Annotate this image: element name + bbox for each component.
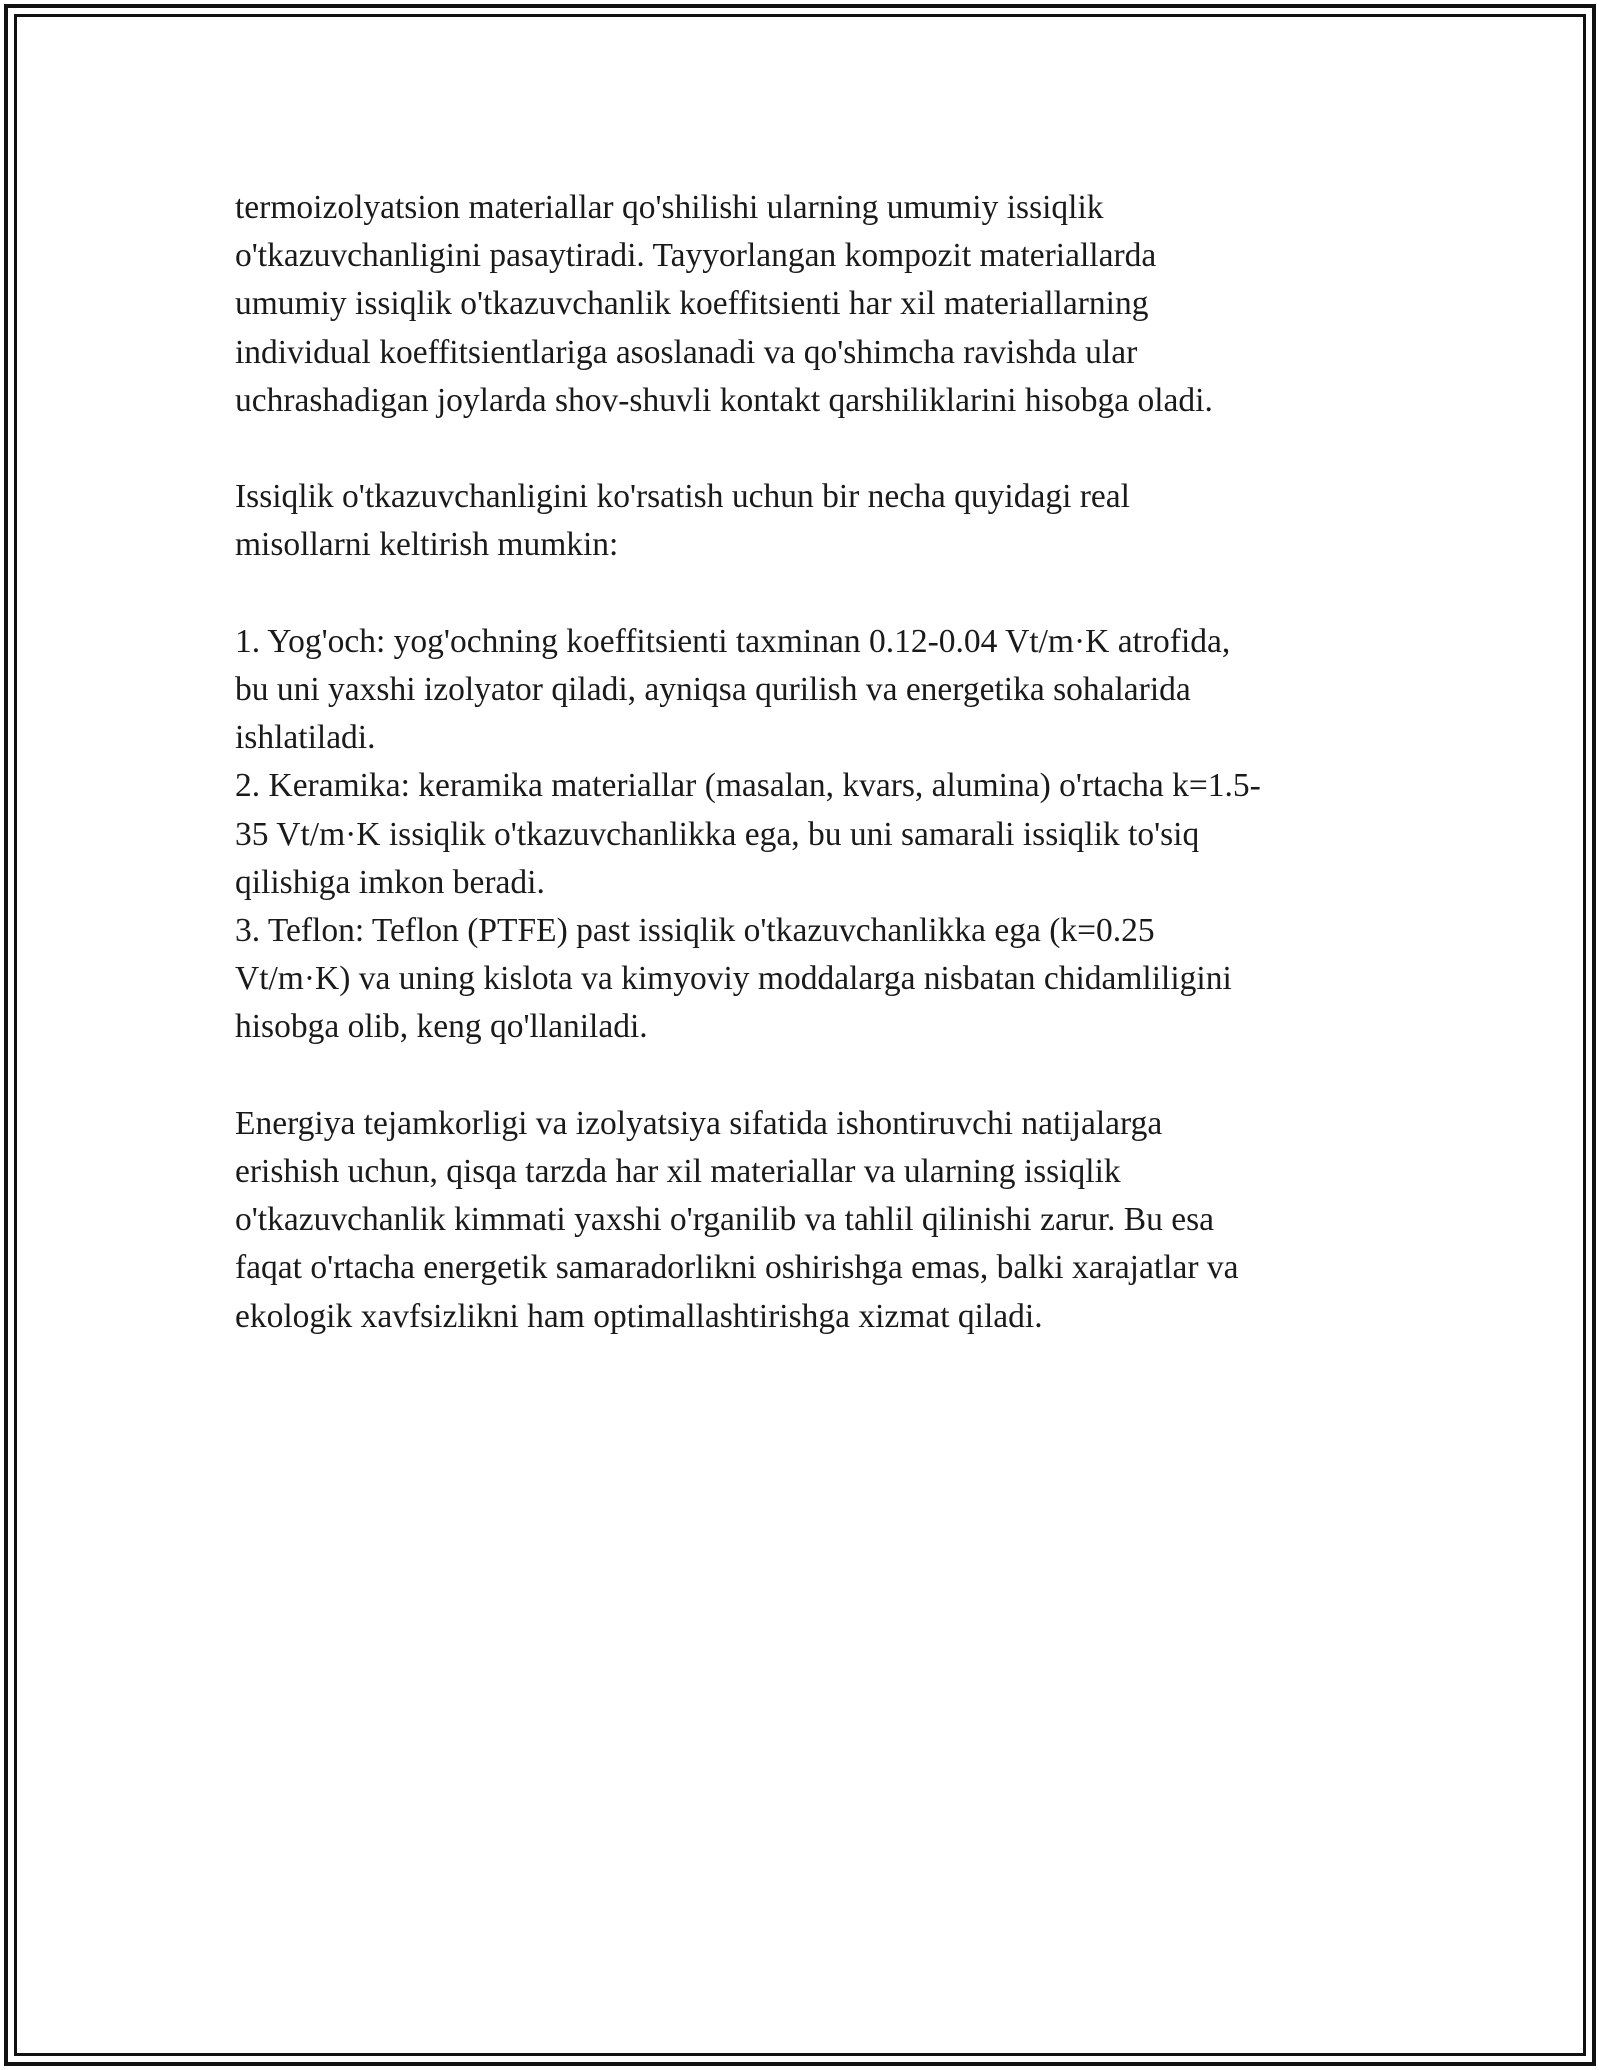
paragraph-conclusion [235, 1100, 1365, 1341]
list-item-ceramics [235, 762, 1365, 907]
text-line: 35 Vt/m·K issiqlik o'tkazuvchanlikka ega, bu uni samarali issiqlik to'siq [235, 815, 1200, 853]
text-line: uchrashadigan joylarda shov-shuvli kontakt qarshiliklarini hisobga oladi. [235, 381, 1213, 419]
paragraph-spacer [235, 1052, 1365, 1100]
text-line: erishish uchun, qisqa tarzda har xil materiallar va ularning issiqlik [235, 1153, 1121, 1191]
paragraph-examples-intro [235, 473, 1365, 569]
text-line: termoizolyatsion materiallar qo'shilishi ularning umumiy issiqlik [235, 189, 1104, 226]
text-line: qilishiga imkon beradi. [235, 863, 545, 901]
text-line: o'tkazuvchanlik kimmati yaxshi o'rganilib va tahlil qilinishi zarur. Bu esa [235, 1201, 1215, 1239]
paragraph-spacer [235, 570, 1365, 618]
examples-list [235, 618, 1365, 1052]
text-line: individual koeffitsientlariga asoslanadi va qo'shimcha ravishda ular [235, 333, 1138, 371]
list-item-wood [235, 618, 1365, 763]
document-body [235, 184, 1365, 1341]
paragraph-spacer [235, 425, 1365, 473]
paragraph-intro [235, 184, 1365, 425]
text-line: Issiqlik o'tkazuvchanligini ko'rsatish uchun bir necha quyidagi real [235, 478, 1130, 516]
text-line: o'tkazuvchanligini pasaytiradi. Tayyorlangan kompozit materiallarda [235, 237, 1157, 275]
text-line: 1. Yog'och: yog'ochning koeffitsienti taxminan 0.12-0.04 Vt/m·K atrofida, [235, 622, 1231, 660]
text-line: umumiy issiqlik o'tkazuvchanlik koeffitsienti har xil materiallarning [235, 285, 1149, 323]
text-line: misollarni keltirish mumkin: [235, 526, 619, 564]
text-line: Vt/m·K) va uning kislota va kimyoviy moddalarga nisbatan chidamliligini [235, 960, 1232, 998]
text-line: Energiya tejamkorligi va izolyatsiya sifatida ishontiruvchi natijalarga [235, 1104, 1163, 1142]
text-line: bu uni yaxshi izolyator qiladi, ayniqsa qurilish va energetika sohalarida [235, 671, 1191, 708]
list-item-teflon [235, 907, 1365, 1052]
text-line: ekologik xavfsizlikni ham optimallashtirishga xizmat qiladi. [235, 1297, 1043, 1335]
text-line: hisobga olib, keng qo'llaniladi. [235, 1008, 648, 1046]
text-line: ishlatiladi. [235, 719, 376, 757]
text-line: 3. Teflon: Teflon (PTFE) past issiqlik o'tkazuvchanlikka ega (k=0.25 [235, 912, 1155, 950]
text-line: 2. Keramika: keramika materiallar (masalan, kvars, alumina) o'rtacha k=1.5- [235, 767, 1261, 805]
text-line: faqat o'rtacha energetik samaradorlikni oshirishga emas, balki xarajatlar va [235, 1249, 1239, 1287]
